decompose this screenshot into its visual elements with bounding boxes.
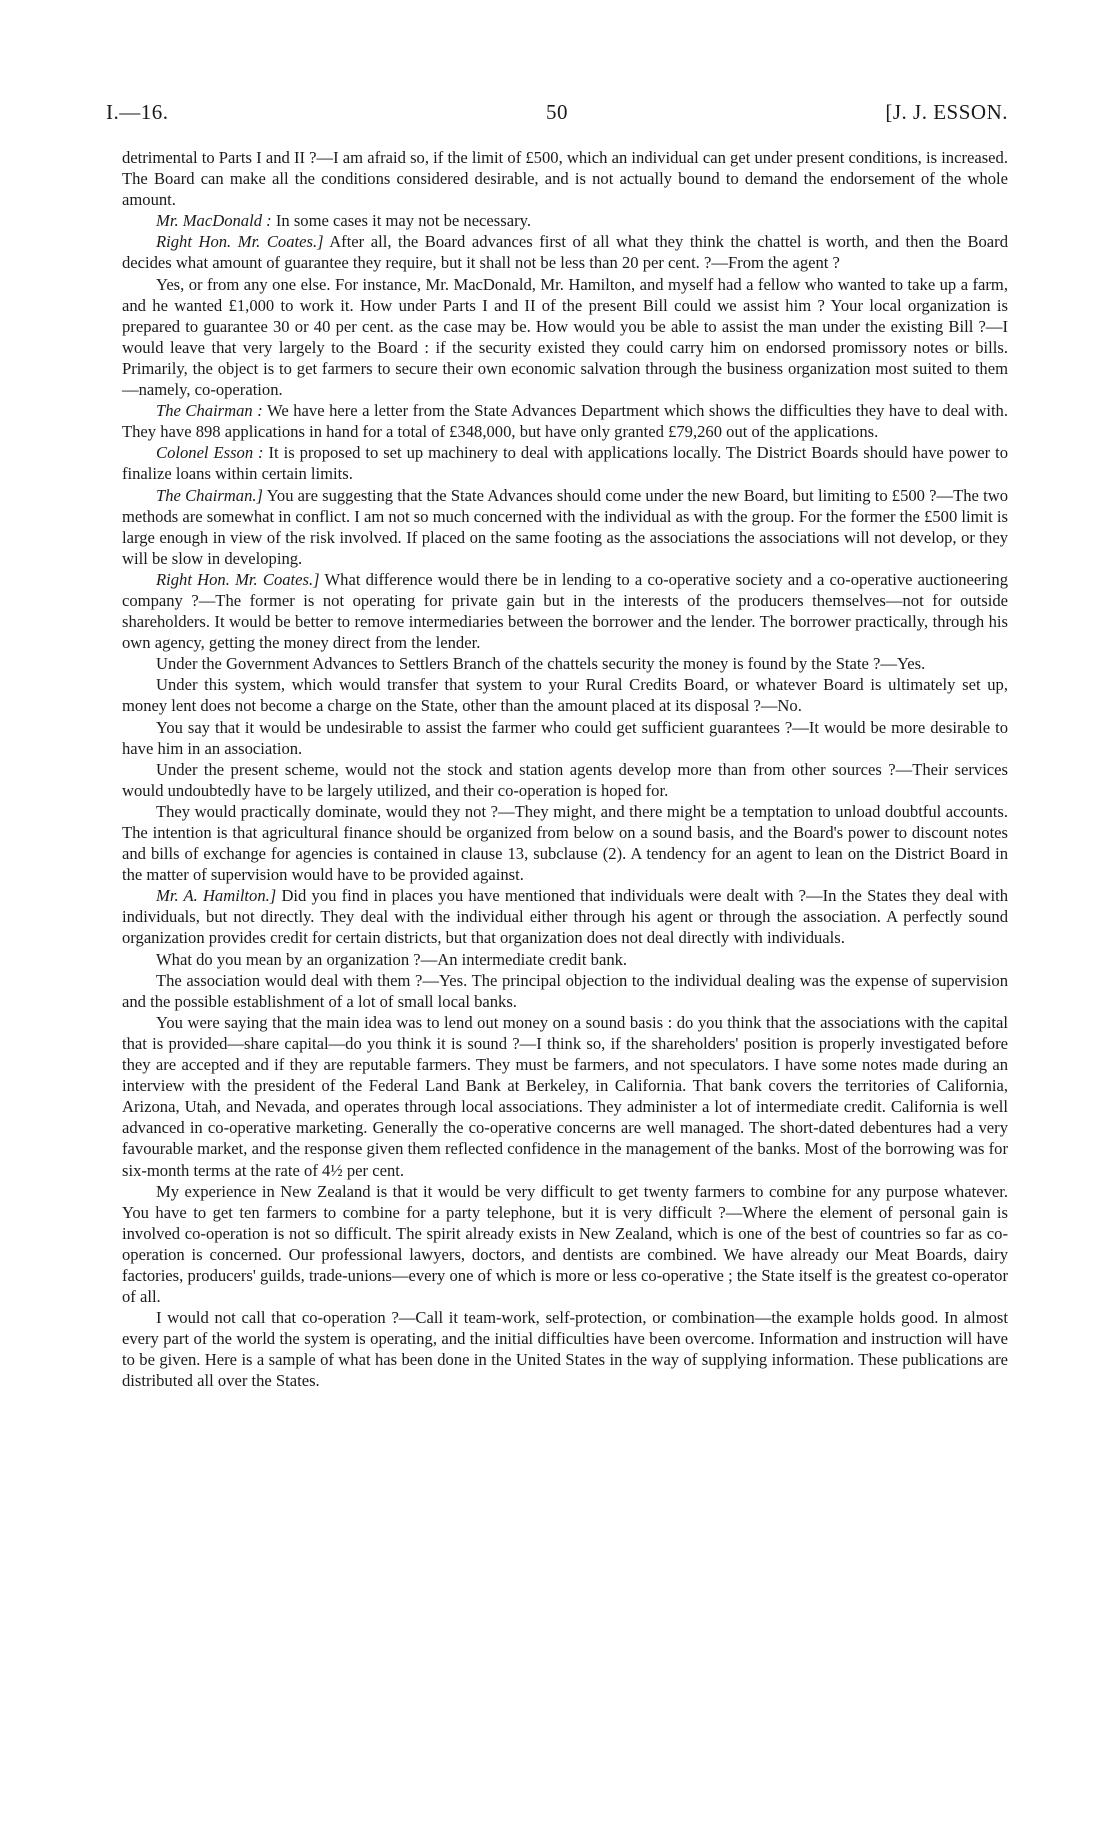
paragraph-text: My experience in New Zealand is that it would be very difficult to get twenty farmers to combine for any purpose whatever. You have to get ten farmers to combine for a party telephone, but it is very difficult ?—Where the element of personal gain is involved co-operation is not so difficult. The spirit already exists in New Zealand, which is one of the best of countries so far as co-operation is concerned. Our professional lawyers, doctors, and dentists are combined. We have already our Meat Boards, dairy factories, producers' guilds, trade-unions—every one of which is more or less co-operative ; the State itself is the greatest co-operator of all. bbox=[122, 1181, 1008, 1307]
paragraph bbox=[122, 674, 1008, 716]
paragraph-text: After all, the Board advances first of all what they think the chattel is worth, and then the Board decides what amount of guarantee they require, but it shall not be less than 20 per cent. ?—From the agent ? bbox=[122, 232, 1008, 273]
paragraph bbox=[122, 759, 1008, 801]
paragraph-text: You are suggesting that the State Advances should come under the new Board, but limiting to £500 ?—The two methods are somewhat in conflict. I am not so much concerned with the individual as with the group. For the former the £500 limit is large enough in view of the risk involved. If placed on the same footing as the associations the associations will not develop, or they will be slow in developing. bbox=[122, 485, 1009, 568]
paragraph bbox=[122, 1012, 1008, 1181]
paragraph-text: In some cases it may not be necessary. bbox=[275, 211, 531, 231]
paragraph bbox=[122, 1181, 1008, 1308]
paragraph bbox=[122, 274, 1008, 401]
paragraph bbox=[122, 653, 1008, 674]
paragraph-text: They would practically dominate, would they not ?—They might, and there might be a temptation to unload doubtful accounts. The intention is that agricultural finance should be organized from below on a sound basis, and the Board's power to discount notes and bills of exchange for agencies is contained in clause 13, subclause (2). A tendency for an agent to lean on the District Board in the matter of supervision would have to be provided against. bbox=[122, 801, 1008, 885]
paragraph bbox=[122, 147, 1008, 210]
speaker: The Chairman : bbox=[156, 401, 263, 421]
speaker: Right Hon. Mr. Coates.] bbox=[156, 569, 320, 589]
paragraph-text: detrimental to Parts I and II ?—I am afraid so, if the limit of £500, which an individual can get under present conditions, is increased. The Board can make all the conditions considered desirable, and is not actually bound to demand the endorsement of the whole amount. bbox=[122, 148, 1008, 210]
paragraph bbox=[122, 231, 1008, 273]
paragraph-text: Under the Government Advances to Settlers Branch of the chattels security the money is found by the State ?—Yes. bbox=[156, 654, 926, 674]
paragraph-text: Under this system, which would transfer that system to your Rural Credits Board, or whatever Board is ultimately set up, money lent does not become a charge on the State, other than the amount placed at its disposal ?—No. bbox=[122, 675, 1008, 716]
paragraph-text: You say that it would be undesirable to assist the farmer who could get sufficient guarantees ?—It would be more desirable to have him in an association. bbox=[122, 717, 1008, 758]
paragraph bbox=[122, 442, 1008, 484]
witness-name: [J. J. ESSON. bbox=[885, 100, 1008, 124]
paragraph-text: We have here a letter from the State Advances Department which shows the difficulties they have to deal with. They have 898 applications in hand for a total of £348,000, but have only granted £79,260 out of the applications. bbox=[122, 401, 1008, 442]
paragraph bbox=[122, 485, 1008, 569]
paragraph-text: I would not call that co-operation ?—Call it team-work, self-protection, or combination—the example holds good. In almost every part of the world the system is operating, and the initial difficulties have been overcome. Information and instruction will have to be given. Here is a sample of what has been done in the United States in the way of supplying information. These publications are distributed all over the States. bbox=[122, 1308, 1008, 1391]
page-number: 50 bbox=[546, 100, 568, 124]
paragraph-text: The association would deal with them ?—Yes. The principal objection to the individual dealing was the expense of supervision and the possible establishment of a lot of small local banks. bbox=[122, 970, 1008, 1011]
page-header bbox=[106, 100, 1008, 128]
paragraph bbox=[122, 569, 1008, 653]
paragraph-text: Under the present scheme, would not the stock and station agents develop more than from other sources ?—Their services would undoubtedly have to be largely utilized, and their co-operation is hoped for. bbox=[122, 759, 1008, 800]
paragraph-text: What do you mean by an organization ?—An intermediate credit bank. bbox=[156, 949, 628, 969]
speaker: Mr. A. Hamilton.] bbox=[156, 886, 277, 906]
paragraph-text: Did you find in places you have mentioned that individuals were dealt with ?—In the States they deal with individuals, but not directly. They deal with the individual either through his agent or through the association. A perfectly sound organization provides credit for certain districts, but that organization does not deal directly with individuals. bbox=[122, 886, 1009, 948]
paragraph bbox=[122, 210, 1008, 231]
paragraph bbox=[122, 1307, 1008, 1391]
paragraph-text: It is proposed to set up machinery to deal with applications locally. The District Boards should have power to finalize loans within certain limits. bbox=[122, 443, 1008, 484]
paragraph-text: What difference would there be in lending to a co-operative society and a co-operative auctioneering company ?—The former is not operating for private gain but in the interests of the producers themselves—not for outside shareholders. It would be better to remove intermediaries between the borrower and the lender. The borrower practically, through his own agency, getting the money direct from the lender. bbox=[122, 569, 1008, 653]
paragraph bbox=[122, 949, 1008, 970]
paragraph bbox=[122, 801, 1008, 885]
paragraph bbox=[122, 717, 1008, 759]
transcript-body bbox=[122, 147, 1008, 1392]
paragraph bbox=[122, 400, 1008, 442]
paragraph bbox=[122, 885, 1008, 948]
paragraph bbox=[122, 970, 1008, 1012]
speaker: The Chairman.] bbox=[156, 485, 263, 505]
speaker: Right Hon. Mr. Coates.] bbox=[156, 232, 324, 252]
paragraph-text: Yes, or from any one else. For instance, Mr. MacDonald, Mr. Hamilton, and myself had a fellow who wanted to take up a farm, and he wanted £1,000 to work it. How under Parts I and II of the present Bill could we assist him ? Your local organization is prepared to guarantee 30 or 40 per cent. as the case may be. How would you be able to assist the man under the existing Bill ?—I would leave that very largely to the Board : if the security existed they could carry him on endorsed promissory notes or bills. Primarily, the object is to get farmers to secure their own economic salvation through the business organization most suited to them—namely, co-operation. bbox=[122, 274, 1008, 400]
speaker: Colonel Esson : bbox=[156, 443, 264, 463]
paragraph-text: You were saying that the main idea was to lend out money on a sound basis : do you think that the associations with the capital that is provided—share capital—do you think it is sound ?—I think so, if the shareholders' position is properly investigated before they are accepted and if they are reputable farmers. They must be farmers, and not speculators. I have some notes made during an interview with the president of the Federal Land Bank at Berkeley, in California. That bank covers the territories of California, Arizona, Utah, and Nevada, and operates through local associations. They administer a lot of intermediate credit. California is well advanced in co-operative marketing. Generally the co-operative concerns are well managed. The short-dated debentures had a very favourable market, and the response given them reflected confidence in the management of the banks. Most of the borrowing was for six-month terms at the rate of 4½ per cent. bbox=[122, 1012, 1008, 1180]
speaker: Mr. MacDonald : bbox=[156, 211, 272, 231]
paper-reference: I.—16. bbox=[106, 100, 169, 124]
